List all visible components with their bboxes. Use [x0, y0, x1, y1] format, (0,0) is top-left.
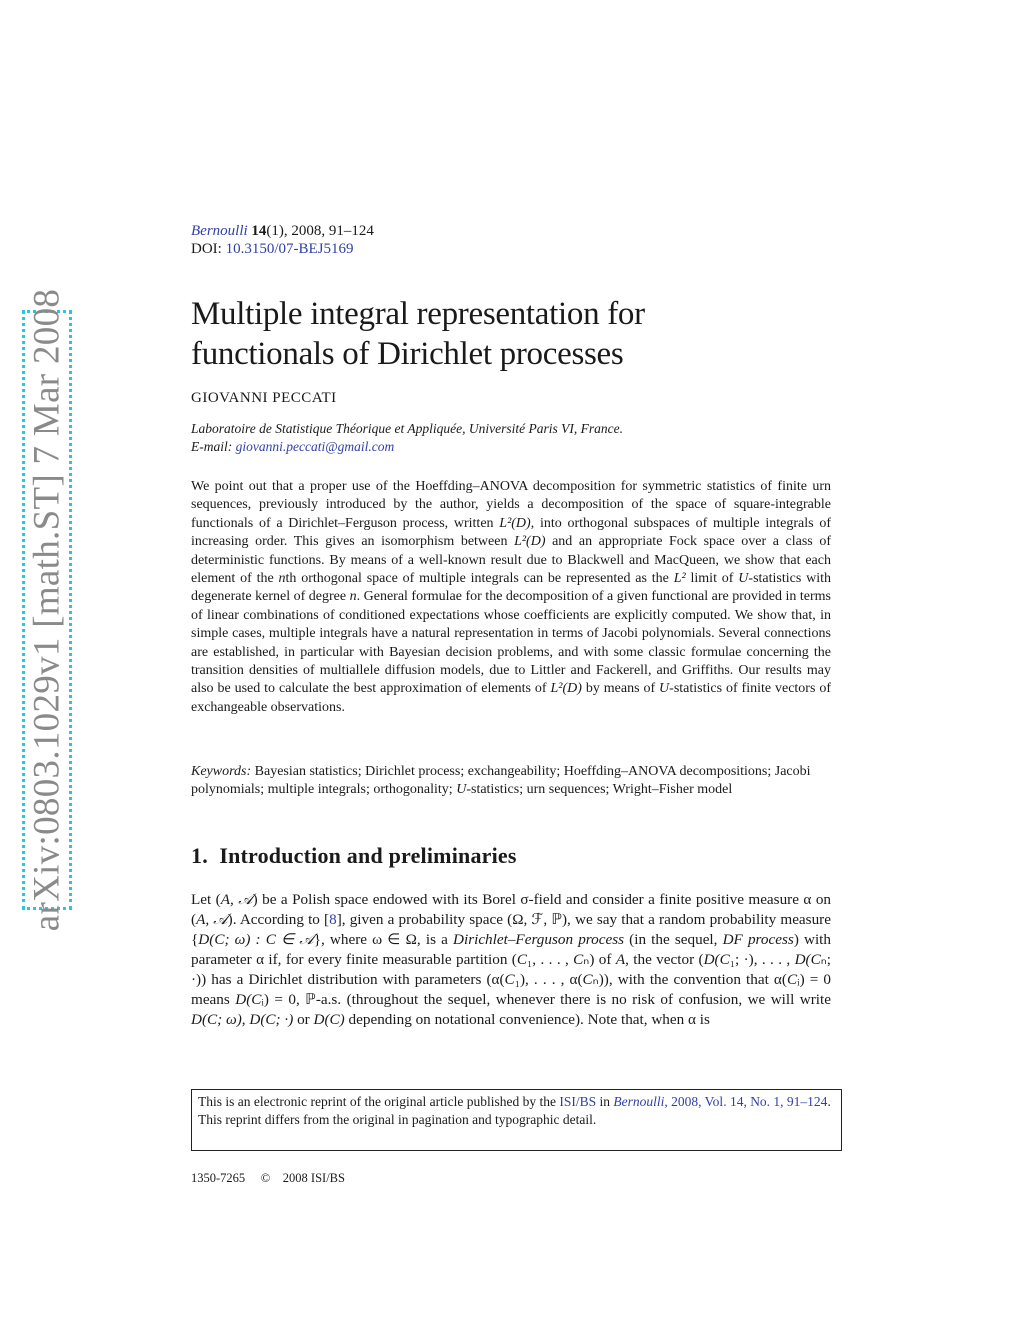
abstract-text-7: . General formulae for the decomposition of a given functional are provided in terms of linear combinations of conditioned expectations whose coefficients are explicitly computed. We show that, in simple cases, multiple integrals have a natural representation in terms of Jacobi polynomials. Several connections are established, in particular with Bayesian decision problems, and with some classic formulae concerning the transition densities of multiallele diffusion models, due to Littler and Fackerell, and Griffiths. Our results may also be used to calculate the best approximation of elements of — [191, 589, 831, 697]
reprint-notice-box — [191, 1089, 842, 1151]
math-inline: C — [582, 971, 593, 988]
keywords-label: Keywords: — [191, 764, 252, 779]
journal-name-link[interactable]: Bernoulli — [191, 223, 248, 239]
math-inline: A — [615, 951, 626, 968]
isibs-link[interactable]: ISI/BS — [559, 1094, 597, 1109]
email-label: E-mail: — [191, 439, 236, 454]
math-inline: D(C — [703, 951, 730, 968]
math-l2d: L²(D) — [550, 681, 582, 697]
intro-text: ₁, . . . , — [527, 951, 574, 968]
math-inline: C — [573, 951, 584, 968]
intro-text: ₙ) of — [583, 951, 616, 968]
keywords-text-1: Bayesian statistics; Dirichlet process; exchangeability; Hoeffding–ANOVA decompositions; Jacobi polynomials; multiple integrals; orthogonality; — [191, 764, 811, 798]
title-line-1: Multiple integral representation for — [191, 296, 645, 332]
math-l2: L² — [673, 571, 686, 587]
copyright-icon: © — [260, 1171, 271, 1185]
email-link[interactable]: giovanni.peccati@gmail.com — [235, 439, 395, 454]
intro-text: ᵢ) = 0 means — [191, 971, 831, 1008]
intro-text: depending on notational convenience). Note that, when α is — [344, 1011, 710, 1028]
issn-copyright-line — [191, 1171, 345, 1186]
affiliation — [191, 420, 831, 456]
math-inline: D(C; ω) : C ∈ 𝒜 — [198, 931, 314, 948]
journal-issue-year-pages: (1), 2008, 91–124 — [266, 223, 374, 239]
intro-text: ). According to [ — [227, 911, 330, 928]
math-inline: D(C; ·) — [249, 1011, 294, 1028]
intro-text: ₁), . . . , α( — [514, 971, 583, 988]
abstract-text-1: We point out that a proper use of the Hoeffding–ANOVA decomposition for symmetric statistics of finite urn sequences, previously introduced by the author, yields a decomposition of the space of square-integrable functionals of a Dirichlet–Ferguson process, written — [191, 479, 831, 531]
paper-title — [191, 294, 831, 374]
institution: Laboratoire de Statistique Théorique et Appliquée, Université Paris VI, France. — [191, 421, 623, 436]
journal-reference — [191, 222, 831, 258]
math-inline: A, 𝒜 — [196, 911, 228, 928]
abstract-text-6: -statistics with degenerate kernel of degree — [191, 571, 832, 605]
intro-text: ₙ)), with the convention that α( — [592, 971, 787, 988]
abstract-text-2: , into orthogonal subspaces of multiple integrals of increasing order. This gives an isomorphism between — [191, 515, 831, 550]
intro-text: ) with parameter α if, for every finite measurable partition ( — [191, 931, 831, 968]
copyright-text: 2008 ISI/BS — [282, 1171, 345, 1185]
section-number: 1. — [191, 843, 208, 868]
math-inline: C — [504, 971, 515, 988]
section-heading — [191, 843, 831, 869]
term-emphasis: Dirichlet–Ferguson process — [453, 931, 625, 948]
doi-link[interactable]: 10.3150/07-BEJ5169 — [225, 241, 354, 257]
reprint-text: . This reprint differs from the original in pagination and typographic detail. — [198, 1094, 831, 1127]
reprint-text: in — [596, 1094, 614, 1109]
intro-text: }, where ω ∈ Ω, is a — [313, 931, 453, 948]
abstract-text-5: limit of — [685, 571, 739, 587]
math-inline: C — [516, 951, 528, 968]
journal-link[interactable]: Bernoulli — [613, 1094, 665, 1109]
title-line-2: functionals of Dirichlet processes — [191, 336, 624, 372]
journal-volume: 14 — [251, 223, 267, 239]
math-u: U — [738, 571, 749, 587]
citation-link[interactable]: 8 — [329, 911, 337, 928]
intro-text: ᵢ) = 0, ℙ-a.s. (throughout the sequel, whenever there is no risk of confusion, we will write — [261, 991, 831, 1008]
intro-text: ) be a Polish space endowed with its Borel σ-field and consider a finite positive measure α on ( — [191, 891, 832, 928]
math-n: n — [349, 589, 357, 605]
intro-text: or — [293, 1011, 314, 1028]
abstract-text-9: -statistics of finite vectors of exchangeable observations. — [191, 681, 831, 715]
arxiv-side-stamp — [22, 288, 72, 932]
math-n: n — [278, 571, 286, 587]
intro-paragraph — [191, 890, 831, 1030]
math-inline: D(C) — [313, 1011, 345, 1028]
math-inline: D(C; ω) — [191, 1011, 242, 1028]
reprint-text: This is an electronic reprint of the original article published by the — [198, 1094, 560, 1109]
author-name: GIOVANNI PECCATI — [191, 390, 337, 406]
intro-text: ], given a probability space (Ω, ℱ, ℙ), we say that a random probability measure { — [191, 911, 831, 948]
intro-text: ₙ; ·)) has a Dirichlet distribution with parameters (α( — [191, 951, 831, 988]
intro-text: Let ( — [191, 891, 221, 908]
abstract — [191, 478, 831, 717]
abstract-text-4: th orthogonal space of multiple integrals can be represented as the — [285, 571, 674, 587]
term-emphasis: DF process — [722, 931, 794, 948]
doi-label: DOI: — [191, 241, 226, 257]
math-inline: D(C — [794, 951, 821, 968]
abstract-text-8: by means of — [581, 681, 660, 697]
math-l2d: L²(D) — [499, 515, 531, 531]
intro-text: ₁; ·), . . . , — [729, 951, 795, 968]
email-line — [191, 438, 831, 456]
intro-text: , the vector ( — [625, 951, 704, 968]
section-title: Introduction and preliminaries — [219, 843, 517, 868]
reprint-text: , — [664, 1094, 672, 1109]
intro-text: , — [241, 1011, 250, 1028]
math-inline: C — [786, 971, 798, 988]
math-inline: D(C — [235, 991, 262, 1008]
arxiv-stamp-text: arXiv:0803.1029v1 [math.ST] 7 Mar 2008 — [26, 288, 68, 932]
doi-line — [191, 240, 831, 258]
math-u: U — [659, 681, 670, 697]
issn: 1350-7265 — [191, 1171, 246, 1185]
issue-details-link[interactable]: 2008, Vol. 14, No. 1, 91–124 — [671, 1094, 828, 1109]
keywords-text-2: -statistics; urn sequences; Wright–Fisher model — [466, 782, 733, 798]
math-u: U — [456, 782, 467, 798]
journal-citation-line — [191, 222, 831, 240]
math-inline: A, 𝒜 — [220, 891, 253, 908]
intro-text: (in the sequel, — [624, 931, 723, 948]
keywords — [191, 763, 831, 800]
math-l2d: L²(D) — [514, 534, 546, 550]
abstract-text-3: and an appropriate Fock space over a class of deterministic functions. By means of a well-known result due to Blackwell and MacQueen, we show that each element of the — [191, 534, 831, 587]
